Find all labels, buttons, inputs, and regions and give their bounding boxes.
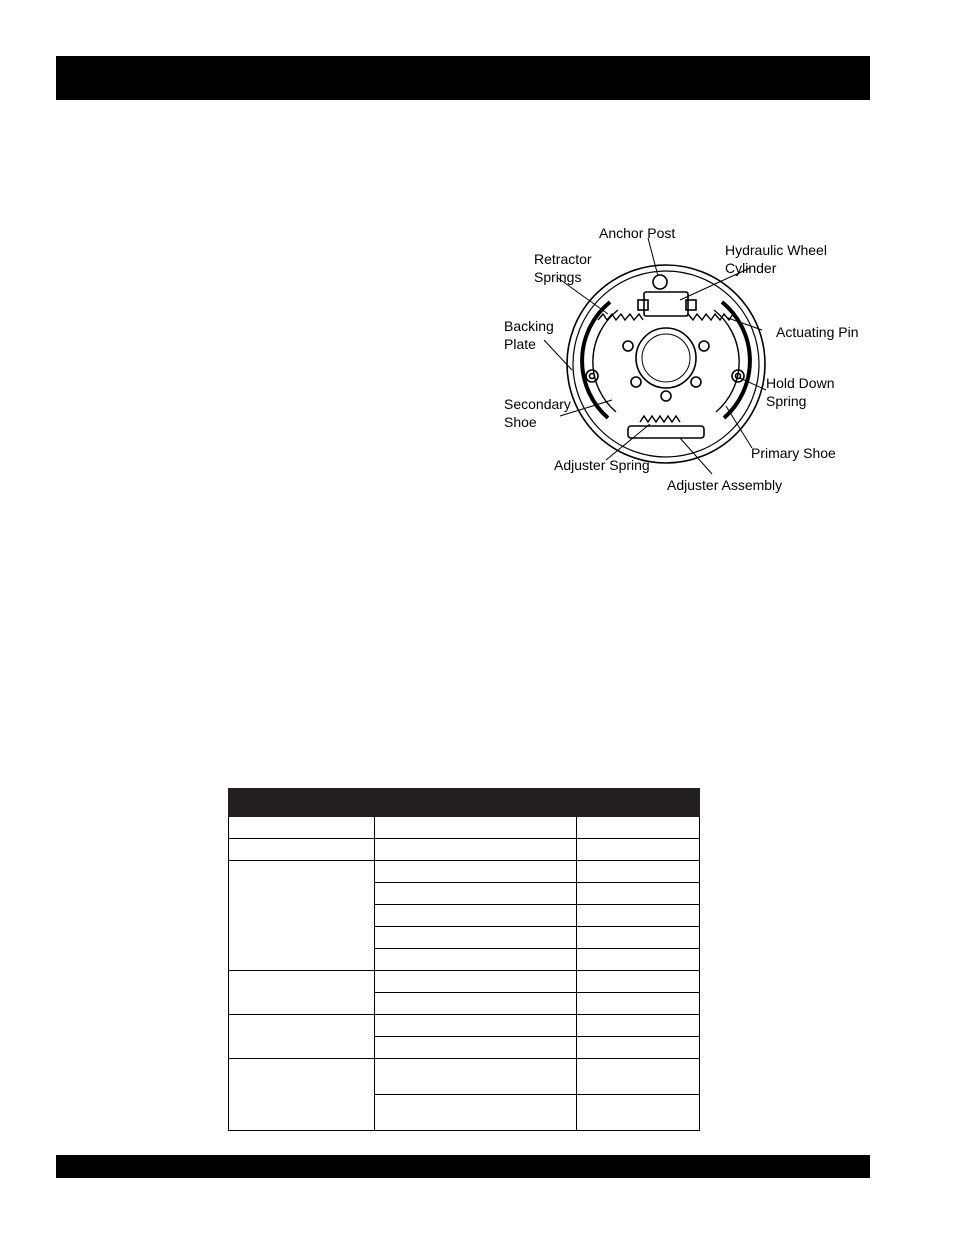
table-cell bbox=[375, 839, 577, 861]
table-cell bbox=[375, 993, 577, 1015]
table-header-row bbox=[229, 789, 700, 817]
header-cell bbox=[229, 789, 375, 817]
label-adjuster-spring: Adjuster Spring bbox=[554, 457, 650, 473]
header-bar bbox=[56, 56, 870, 100]
label-hold-down-spring: Hold Down Spring bbox=[766, 375, 835, 409]
table-row bbox=[229, 839, 700, 861]
label-actuating-pin: Actuating Pin bbox=[776, 324, 859, 340]
table-cell bbox=[577, 927, 700, 949]
table-cell bbox=[375, 861, 577, 883]
label-backing-plate: Backing Plate bbox=[504, 318, 554, 352]
table-cell bbox=[229, 1059, 375, 1131]
table-cell bbox=[577, 883, 700, 905]
label-hydraulic-wheel-cylinder: Hydraulic Wheel Cylinder bbox=[725, 242, 827, 276]
spec-table bbox=[228, 788, 700, 1131]
table-cell bbox=[229, 1015, 375, 1059]
table-cell bbox=[577, 1015, 700, 1037]
table-cell bbox=[375, 905, 577, 927]
table-cell bbox=[229, 861, 375, 971]
table-cell bbox=[375, 883, 577, 905]
table-cell bbox=[375, 927, 577, 949]
label-primary-shoe: Primary Shoe bbox=[751, 445, 836, 461]
table-cell bbox=[577, 949, 700, 971]
drum-brake-diagram bbox=[500, 220, 870, 500]
table-cell bbox=[229, 971, 375, 1015]
table-cell bbox=[229, 817, 375, 839]
table-row bbox=[229, 817, 700, 839]
table-cell bbox=[577, 817, 700, 839]
label-anchor-post: Anchor Post bbox=[599, 225, 676, 241]
footer-bar bbox=[56, 1155, 870, 1178]
table-cell bbox=[577, 1059, 700, 1095]
label-adjuster-assembly: Adjuster Assembly bbox=[667, 477, 783, 493]
table-cell bbox=[375, 1059, 577, 1095]
table-cell bbox=[577, 839, 700, 861]
table-cell bbox=[229, 839, 375, 861]
table-cell bbox=[375, 1015, 577, 1037]
label-retractor-springs: Retractor Springs bbox=[534, 251, 592, 285]
table-cell bbox=[577, 861, 700, 883]
table-cell bbox=[375, 817, 577, 839]
table-cell bbox=[375, 1095, 577, 1131]
table-row bbox=[229, 1015, 700, 1037]
table-row bbox=[229, 861, 700, 883]
table-cell bbox=[375, 1037, 577, 1059]
table-cell bbox=[577, 971, 700, 993]
table-row bbox=[229, 971, 700, 993]
table-row bbox=[229, 1059, 700, 1095]
header-cell bbox=[577, 789, 700, 817]
table-cell bbox=[577, 905, 700, 927]
table-cell bbox=[577, 1095, 700, 1131]
table-cell bbox=[375, 949, 577, 971]
table-cell bbox=[577, 1037, 700, 1059]
label-secondary-shoe: Secondary Shoe bbox=[504, 396, 571, 430]
table-cell bbox=[375, 971, 577, 993]
table-cell bbox=[577, 993, 700, 1015]
header-cell bbox=[375, 789, 577, 817]
